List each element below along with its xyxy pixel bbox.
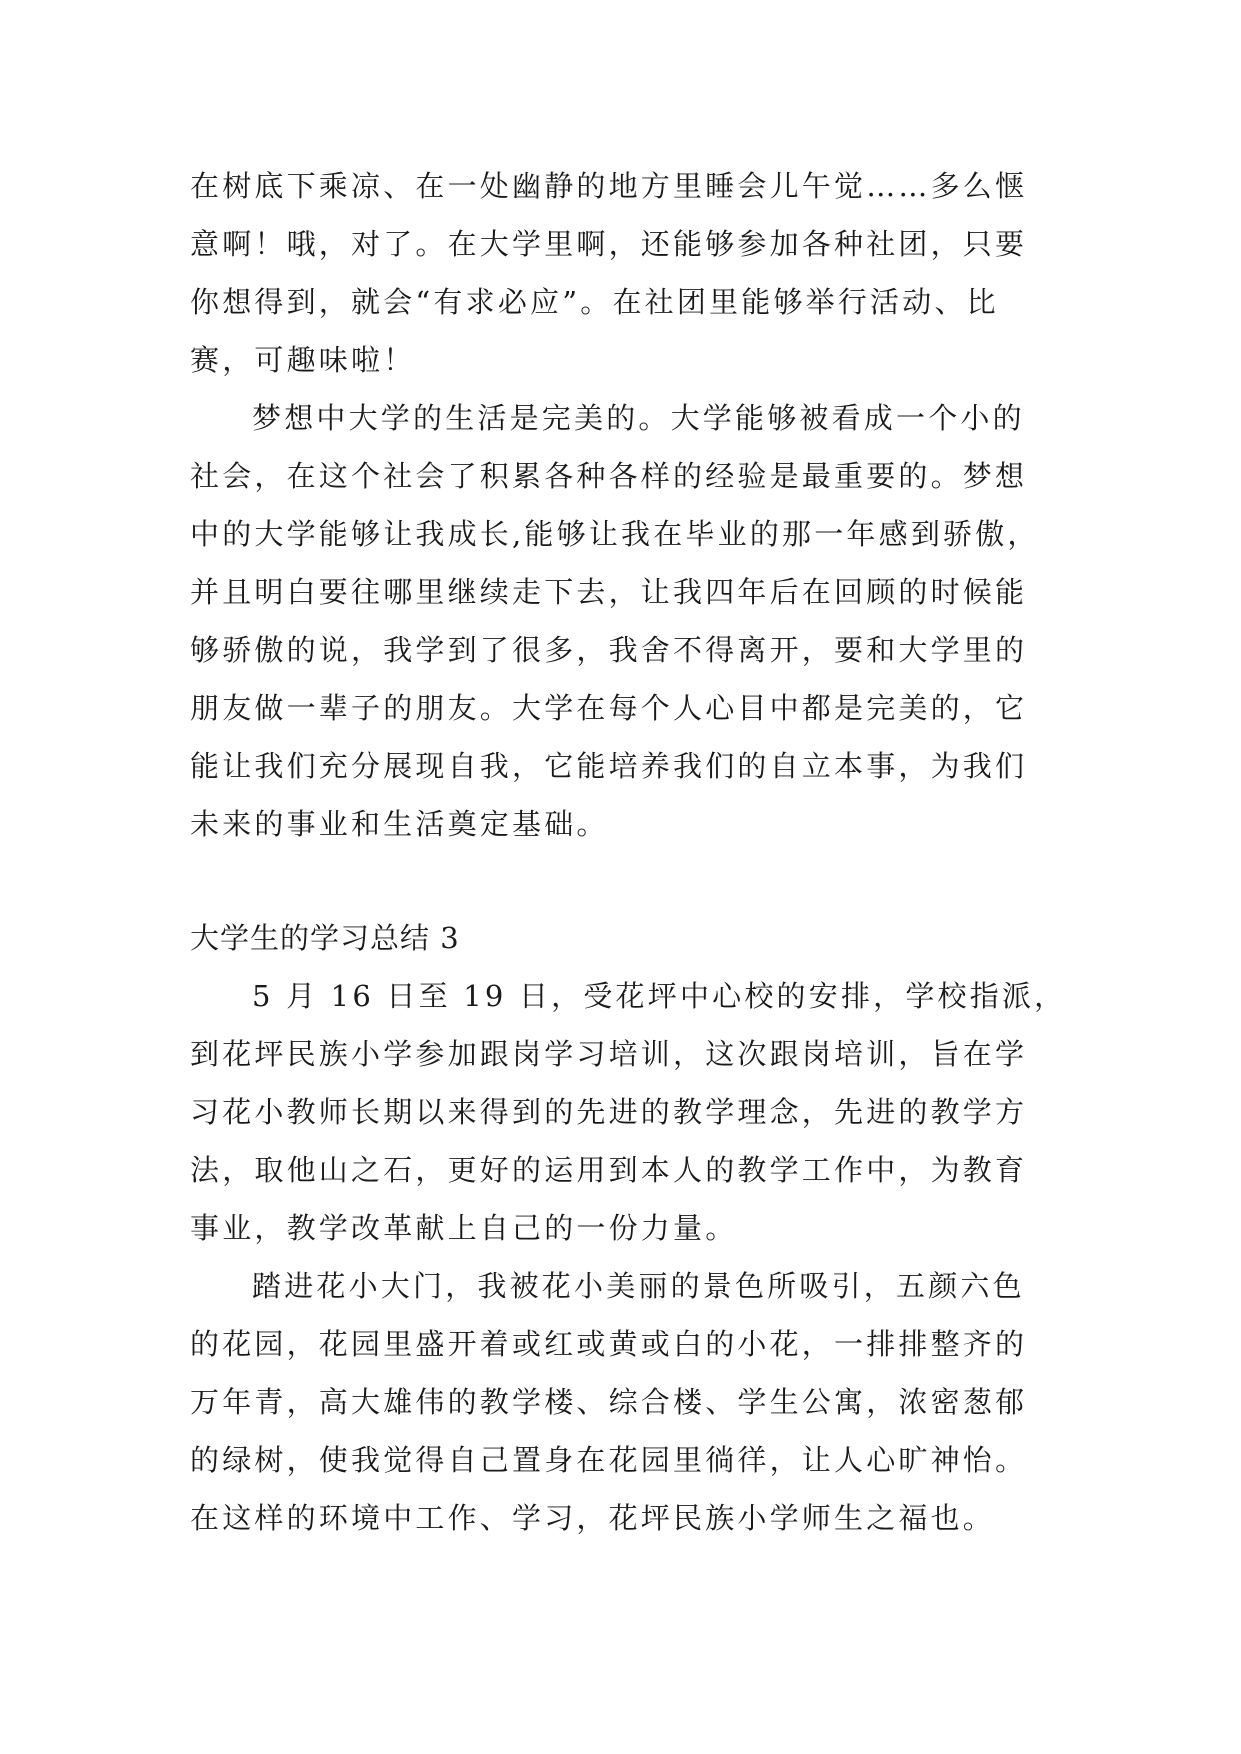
text-line: 中的大学能够让我成长,能够让我在毕业的那一年感到骄傲， — [190, 517, 1040, 551]
text-line: 在这样的环境中工作、学习，花坪民族小学师生之福也。 — [190, 1501, 996, 1535]
text-line: 能让我们充分展现自我，它能培养我们的自立本事，为我们 — [190, 749, 1028, 783]
text-line: 未来的事业和生活奠定基础。 — [190, 807, 609, 841]
text-line: 并且明白要往哪里继续走下去，让我四年后在回顾的时候能 — [190, 575, 1028, 609]
text-line: 梦想中大学的生活是完美的。大学能够被看成一个小的 — [252, 401, 1025, 435]
text-line: 踏进花小大门，我被花小美丽的景色所吸引，五颜六色 — [252, 1269, 1025, 1303]
text-line: 意啊！哦，对了。在大学里啊，还能够参加各种社团，只要 — [190, 227, 1028, 261]
text-line: 朋友做一辈子的朋友。大学在每个人心目中都是完美的，它 — [190, 691, 1028, 725]
text-line: 赛，可趣味啦！ — [190, 343, 416, 377]
text-line: 5 月 16 日至 19 日，受花坪中心校的安排，学校指派， — [252, 979, 1067, 1013]
text-line: 社会，在这个社会了积累各种各样的经验是最重要的。梦想 — [190, 459, 1028, 493]
text-line: 到花坪民族小学参加跟岗学习培训，这次跟岗培训，旨在学 — [190, 1037, 1028, 1071]
text-line: 够骄傲的说，我学到了很多，我舍不得离开，要和大学里的 — [190, 633, 1028, 667]
text-line: 万年青，高大雄伟的教学楼、综合楼、学生公寓，浓密葱郁 — [190, 1385, 1028, 1419]
text-line: 事业，教学改革献上自己的一份力量。 — [190, 1211, 738, 1245]
text-line: 的花园，花园里盛开着或红或黄或白的小花，一排排整齐的 — [190, 1327, 1028, 1361]
section-title: 大学生的学习总结 3 — [190, 921, 460, 955]
text-line: 习花小教师长期以来得到的先进的教学理念，先进的教学方 — [190, 1095, 1028, 1129]
text-line: 在树底下乘凉、在一处幽静的地方里睡会儿午觉……多么惬 — [190, 169, 1028, 203]
text-line: 法，取他山之石，更好的运用到本人的教学工作中，为教育 — [190, 1153, 1028, 1187]
text-line: 的绿树，使我觉得自己置身在花园里徜徉，让人心旷神怡。 — [190, 1443, 1028, 1477]
text-line: 你想得到，就会“有求必应”。在社团里能够举行活动、比 — [190, 285, 999, 319]
